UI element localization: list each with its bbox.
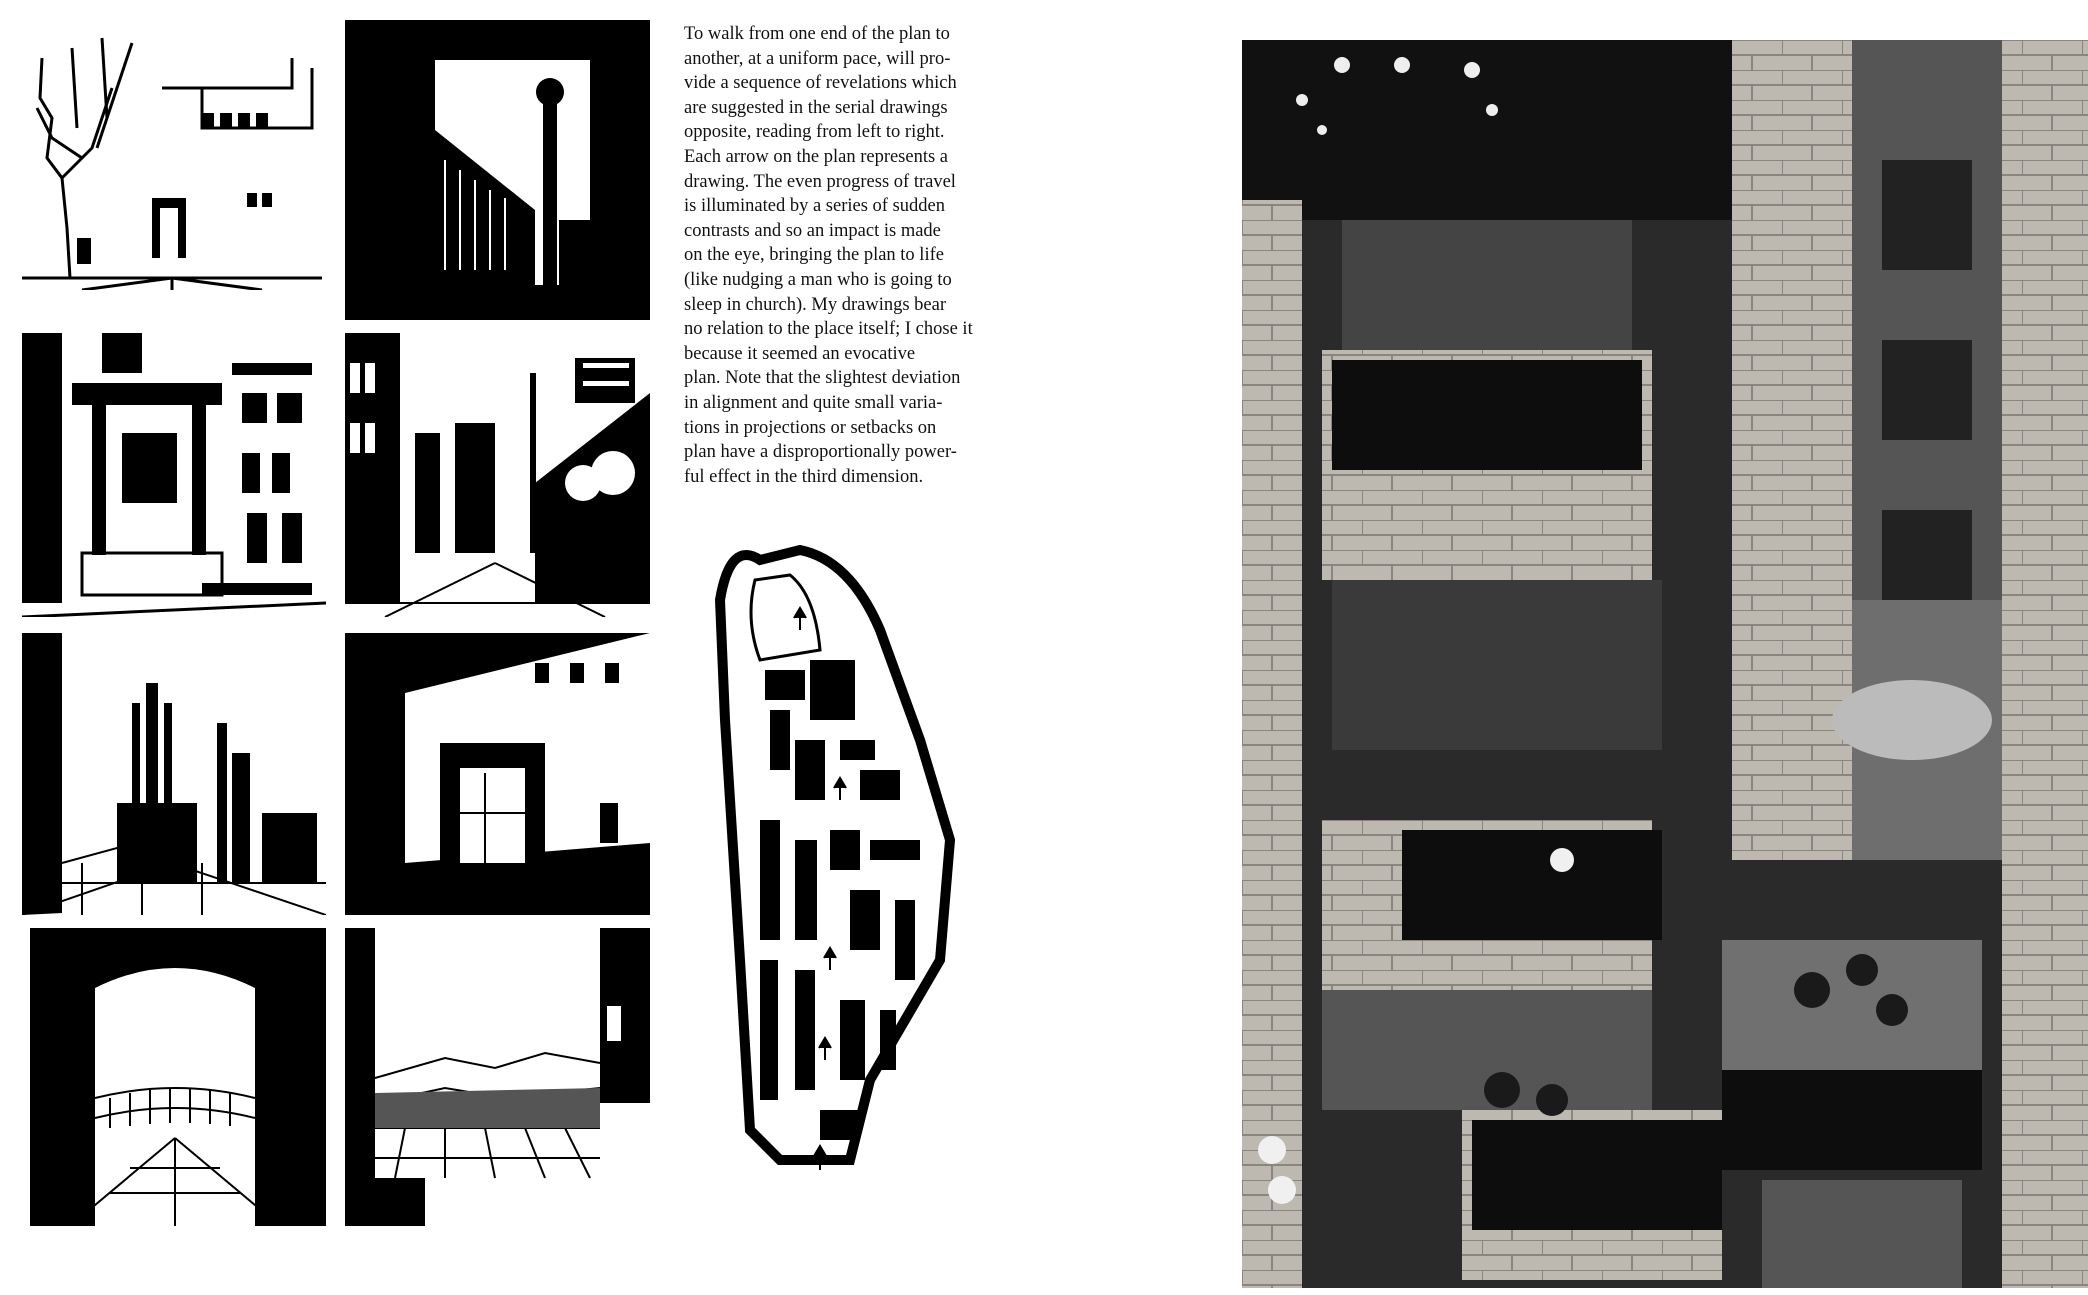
- serial-drawing-1: [22, 28, 322, 290]
- serial-drawing-2: [345, 20, 650, 320]
- site-plan-drawing: [700, 540, 970, 1180]
- caption-text: To walk from one end of the plan to another, at a uniform pace, will pro- vide a sequence of revelations which are suggested in the serial drawings opposite, reading from left to right. Each arrow on the plan represents a drawing. The even progress of travel is illuminated by a series of sudden contrasts and so an impact is made on the eye, bringing the plan to life (like nudging a man who is going to sleep in church). My drawings bear no relation to the place itself; I chose it because it seemed an evocative plan. Note that the slightest deviation in alignment and quite small varia- tions in projections or setbacks on plan have a disproportionally power- ful effect in the third dimension.: [684, 24, 973, 487]
- serial-drawing-7: [30, 928, 326, 1226]
- serial-drawing-6: [345, 633, 650, 915]
- serial-drawing-5: [22, 633, 326, 915]
- serial-drawing-3: [22, 333, 326, 617]
- serial-drawing-4: [345, 333, 650, 617]
- serial-drawing-8: [345, 928, 650, 1226]
- atrium-photograph: [1242, 40, 2088, 1288]
